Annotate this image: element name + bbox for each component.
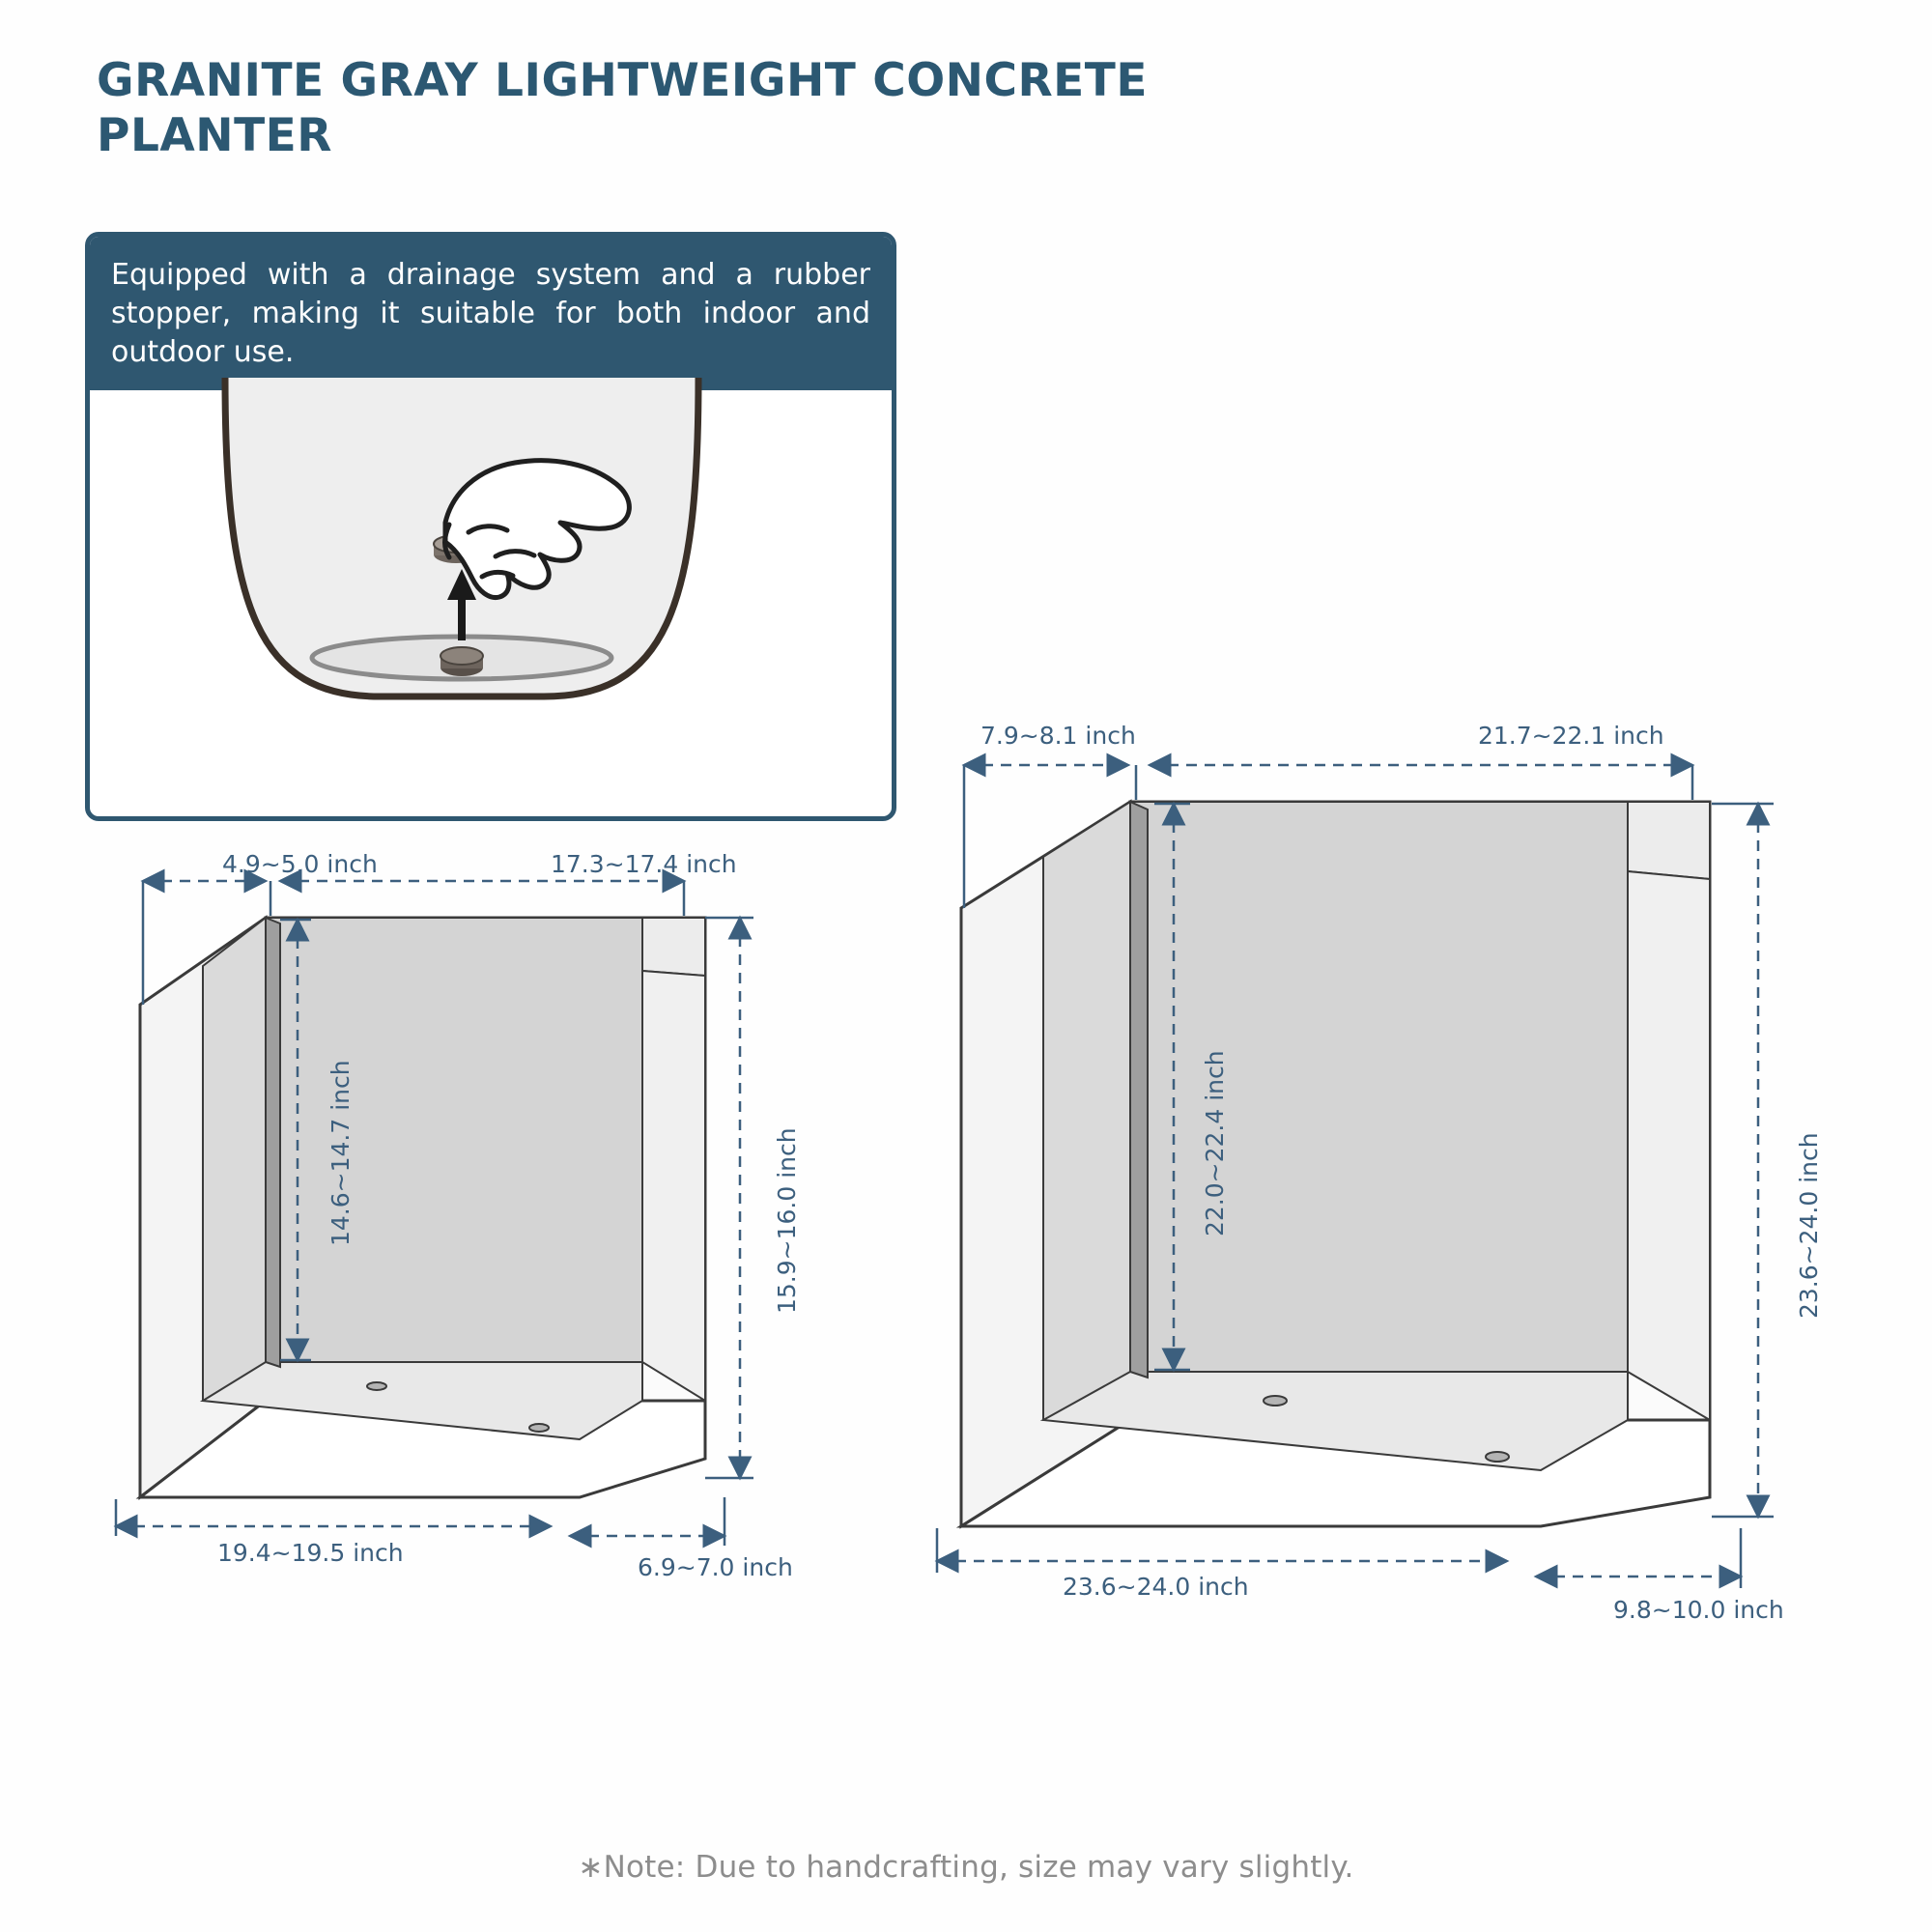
small-planter-diagram <box>87 860 879 1787</box>
dimension-diagrams <box>0 722 1932 1826</box>
small-base-width-label: 19.4~19.5 inch <box>217 1539 404 1567</box>
large-base-depth-label: 9.8~10.0 inch <box>1613 1596 1784 1624</box>
large-top-width-label: 21.7~22.1 inch <box>1478 722 1664 750</box>
large-outer-height-label: 23.6~24.0 inch <box>1795 1132 1823 1319</box>
drainage-stopper-illustration <box>90 378 892 817</box>
small-top-depth-label: 4.9~5.0 inch <box>222 850 378 878</box>
large-base-width-label: 23.6~24.0 inch <box>1063 1573 1249 1601</box>
handcrafting-note: ∗Note: Due to handcrafting, size may vary slightly. <box>578 1850 1354 1885</box>
feature-card <box>85 232 896 821</box>
small-base-depth-label: 6.9~7.0 inch <box>638 1553 793 1581</box>
large-planter-diagram <box>908 744 1913 1787</box>
feature-caption: Equipped with a drainage system and a rubber stopper, making it suitable for both indoor and outdoor use. <box>90 237 892 390</box>
large-top-depth-label: 7.9~8.1 inch <box>980 722 1136 750</box>
small-inner-height-label: 14.6~14.7 inch <box>327 1060 355 1246</box>
page-title: GRANITE GRAY LIGHTWEIGHT CONCRETE PLANTER <box>97 54 1148 163</box>
small-top-width-label: 17.3~17.4 inch <box>551 850 737 878</box>
large-inner-height-label: 22.0~22.4 inch <box>1201 1050 1229 1236</box>
small-outer-height-label: 15.9~16.0 inch <box>773 1127 801 1314</box>
